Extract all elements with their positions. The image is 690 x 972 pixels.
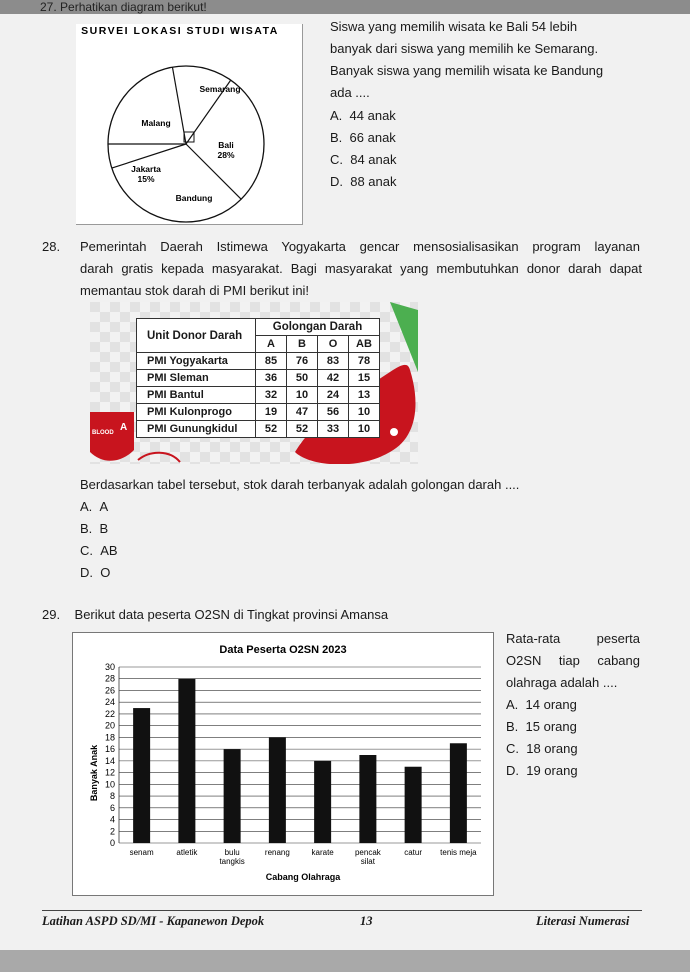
y-tick-label: 22: [104, 708, 115, 719]
option-text: 18 orang: [526, 741, 578, 756]
cell: 15: [349, 370, 380, 387]
cell: 83: [318, 353, 349, 370]
q27-option-b[interactable]: [330, 127, 397, 149]
x-axis-label: Cabang Olahraga: [265, 872, 341, 882]
cell: 13: [349, 387, 380, 404]
cell: 36: [256, 370, 287, 387]
question-number: 29.: [42, 607, 61, 622]
x-tick-label: catur: [404, 848, 423, 857]
y-tick-label: 28: [104, 673, 115, 684]
option-text: 15 orang: [525, 719, 577, 734]
q29-option-c[interactable]: [506, 738, 578, 760]
pie-label-bandung: Bandung: [175, 193, 213, 203]
q27-line: banyak dari siswa yang memilih ke Semarang.: [330, 41, 599, 56]
q27-option-c[interactable]: [330, 149, 397, 171]
bar-senam: [133, 708, 150, 843]
cell: 85: [256, 353, 287, 370]
y-tick-label: 14: [104, 755, 115, 766]
pie-chart-panel: [76, 24, 303, 225]
unit-name: PMI Kulonprogo: [137, 404, 256, 421]
q27-text: [330, 16, 642, 104]
pie-pct-label: 15%: [137, 174, 155, 184]
option-text: 19 orang: [526, 763, 578, 778]
cell: 10: [349, 404, 380, 421]
y-axis-label: Banyak Anak: [89, 744, 99, 802]
y-tick-label: 24: [104, 697, 115, 708]
option-text: 14 orang: [525, 697, 577, 712]
cell: 76: [287, 353, 318, 370]
bar-catur: [405, 767, 422, 843]
q28-line: darah gratis kepada masyarakat. Bagi masyarakat yang membutuhkan donor darah dapat: [80, 261, 642, 276]
x-tick-label: senam: [129, 848, 154, 857]
header-group: Golongan Darah: [256, 319, 380, 336]
y-tick-label: 6: [109, 802, 115, 813]
y-tick-label: 12: [104, 767, 115, 778]
q28-option-a[interactable]: [80, 496, 118, 518]
option-letter: C.: [330, 152, 343, 167]
unit-name: PMI Gunungkidul: [137, 421, 256, 438]
option-text: 66 anak: [349, 130, 396, 145]
pie-label-malang: Malang: [141, 118, 171, 128]
pie-label-bali: Bali: [218, 140, 234, 150]
y-tick-label: 10: [104, 779, 115, 790]
x-tick-label: tangkis: [219, 857, 245, 866]
q27-line: Siswa yang memilih wisata ke Bali 54 lebih: [330, 19, 578, 34]
cell: 33: [318, 421, 349, 438]
option-letter: B.: [330, 130, 343, 145]
table-row: [137, 370, 380, 387]
blood-stock-image: [90, 302, 418, 464]
table-row: [137, 353, 380, 370]
cell: 56: [318, 404, 349, 421]
option-letter: A.: [506, 697, 519, 712]
cell: 24: [318, 387, 349, 404]
q29-option-a[interactable]: [506, 694, 578, 716]
status-bar: [0, 0, 690, 14]
q28-option-c[interactable]: [80, 540, 118, 562]
q28-option-d[interactable]: [80, 562, 118, 584]
blood-type-ab: AB: [349, 336, 380, 353]
option-letter: C.: [506, 741, 519, 756]
cell: 42: [318, 370, 349, 387]
q29-side-line: olahraga adalah ....: [506, 675, 618, 690]
cell: 32: [256, 387, 287, 404]
option-text: 44 anak: [349, 108, 396, 123]
q27-options: [330, 105, 397, 193]
pie-label-semarang: Semarang: [199, 84, 241, 94]
q28-text: [42, 236, 642, 302]
unit-name: PMI Yogyakarta: [137, 353, 256, 370]
cell: 78: [349, 353, 380, 370]
option-text: AB: [100, 543, 118, 558]
question-27-header: 27. Perhatikan diagram berikut!: [40, 0, 207, 14]
q29-line: Berikut data peserta O2SN di Tingkat provinsi Amansa: [74, 607, 389, 622]
bar-title: Data Peserta O2SN 2023: [219, 644, 347, 656]
cell: 52: [256, 421, 287, 438]
cell: 52: [287, 421, 318, 438]
q27-option-a[interactable]: [330, 105, 397, 127]
option-letter: C.: [80, 543, 93, 558]
y-tick-label: 30: [104, 662, 115, 672]
cell: 50: [287, 370, 318, 387]
x-tick-label: tenis meja: [440, 848, 477, 857]
option-letter: A.: [330, 108, 343, 123]
footer-left: Latihan ASPD SD/MI - Kapanewon Depok: [42, 914, 265, 928]
q28-option-b[interactable]: [80, 518, 118, 540]
option-text: 84 anak: [350, 152, 397, 167]
bar-karate: [314, 761, 331, 843]
y-tick-label: 4: [109, 814, 115, 825]
q27-line: Banyak siswa yang memilih wisata ke Bandung: [330, 63, 604, 78]
option-letter: D.: [506, 763, 519, 778]
bar-atletik: [178, 679, 195, 843]
x-tick-label: bulu: [224, 848, 240, 857]
pie-title: SURVEI LOKASI STUDI WISATA: [81, 25, 279, 37]
blood-type-o: O: [318, 336, 349, 353]
y-tick-label: 8: [109, 791, 115, 802]
y-tick-label: 16: [104, 744, 115, 755]
q27-option-d[interactable]: [330, 171, 397, 193]
question-number: 28.: [42, 239, 61, 254]
footer-divider: [42, 910, 642, 911]
blood-bag-type: A: [120, 422, 128, 433]
bar-chart: [73, 633, 493, 895]
table-row: [137, 421, 380, 438]
option-letter: A.: [80, 499, 93, 514]
cell: 47: [287, 404, 318, 421]
option-text: 88 anak: [350, 174, 397, 189]
blood-bag-label: BLOOD: [92, 430, 114, 436]
option-letter: D.: [330, 174, 343, 189]
q28-line: [42, 236, 642, 258]
q29-option-d[interactable]: [506, 760, 578, 782]
blood-stock-table: [136, 318, 380, 438]
q28-question: Berdasarkan tabel tersebut, stok darah terbanyak adalah golongan darah ....: [80, 477, 520, 492]
blood-type-a: A: [256, 336, 287, 353]
option-text: O: [100, 565, 111, 580]
unit-name: PMI Sleman: [137, 370, 256, 387]
blood-bag-icon: [90, 412, 134, 461]
y-tick-label: 2: [109, 826, 115, 837]
footer-page-number: 13: [360, 914, 373, 928]
option-letter: B.: [506, 719, 519, 734]
header-unit: Unit Donor Darah: [137, 319, 256, 353]
bar-pencak-silat: [359, 755, 376, 843]
blood-type-b: B: [287, 336, 318, 353]
q28-line: memantau stok darah di PMI berikut ini!: [80, 283, 310, 298]
q29-side-line: Rata-rata peserta: [506, 631, 640, 646]
x-tick-label: silat: [360, 857, 375, 866]
y-tick-label: 0: [109, 838, 115, 848]
q29-text: [42, 604, 388, 626]
x-tick-label: renang: [264, 848, 290, 857]
y-tick-label: 20: [104, 720, 115, 731]
pie-chart: [76, 24, 302, 224]
q29-options: [506, 694, 578, 782]
table-header-row: [137, 319, 380, 336]
cell: 10: [287, 387, 318, 404]
cell: 19: [256, 404, 287, 421]
y-tick-label: 18: [104, 732, 115, 743]
unit-name: PMI Bantul: [137, 387, 256, 404]
cell: 10: [349, 421, 380, 438]
q28-options: [80, 496, 118, 584]
x-tick-label: pencak: [354, 848, 381, 857]
q29-side-line: O2SN tiap cabang: [506, 653, 640, 668]
bar-renang: [269, 737, 286, 843]
q29-option-b[interactable]: [506, 716, 578, 738]
q28-line-text: Pemerintah Daerah Istimewa Yogyakarta gencar mensosialisasikan program layanan: [80, 239, 640, 254]
option-text: A: [99, 499, 109, 514]
bar-tenis-meja: [450, 743, 467, 843]
x-tick-label: atletik: [176, 848, 198, 857]
pie-pct-label: 28%: [217, 150, 235, 160]
option-letter: B.: [80, 521, 93, 536]
pie-label-jakarta: Jakarta: [131, 164, 161, 174]
q29-side-text: [506, 628, 640, 694]
option-letter: D.: [80, 565, 93, 580]
bar-chart-panel: [72, 632, 494, 896]
x-tick-label: karate: [311, 848, 334, 857]
table-row: [137, 387, 380, 404]
footer-right: Literasi Numerasi: [536, 914, 630, 928]
q27-line: ada ....: [330, 85, 370, 100]
y-tick-label: 26: [104, 685, 115, 696]
option-text: B: [99, 521, 109, 536]
table-row: [137, 404, 380, 421]
bar-bulu-tangkis: [224, 749, 241, 843]
